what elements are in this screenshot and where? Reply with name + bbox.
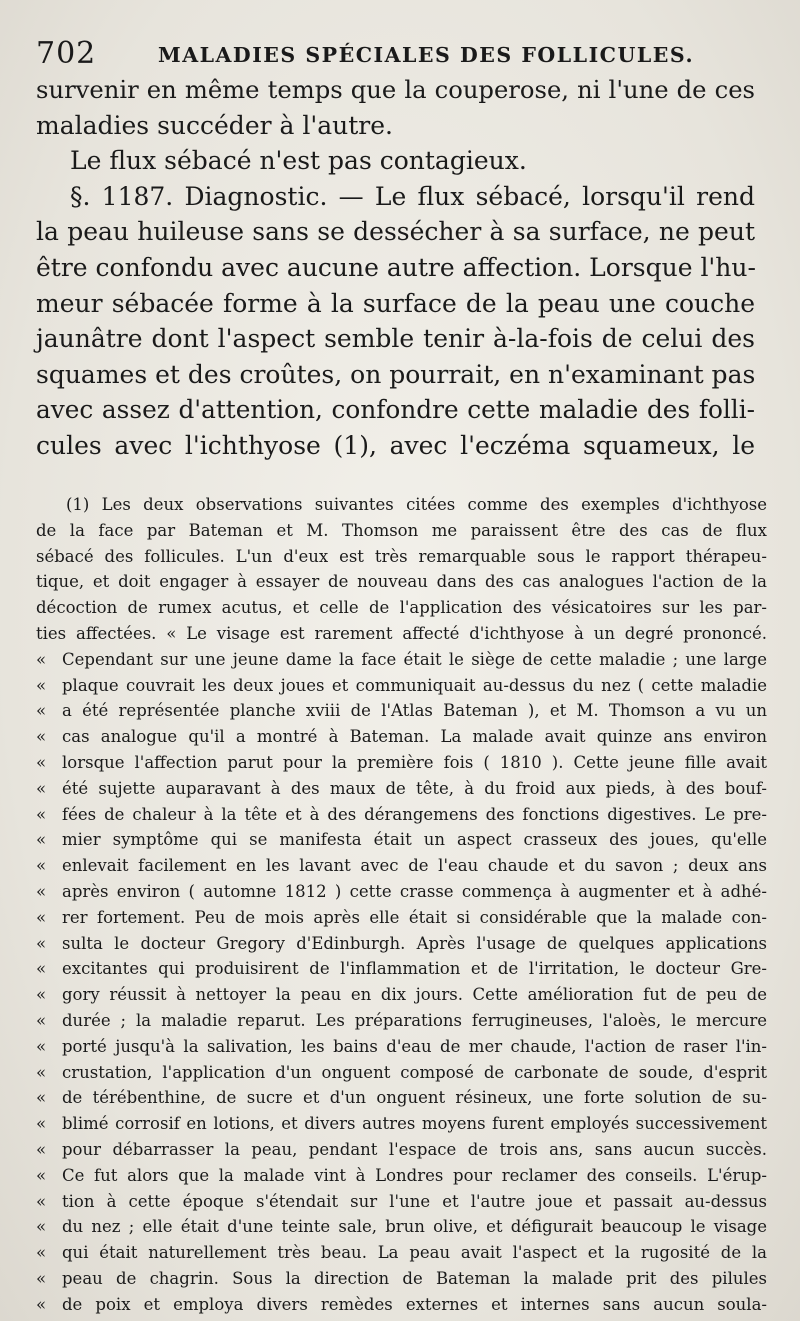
quote-mark: «: [36, 1010, 47, 1030]
quote-mark: «: [36, 804, 47, 824]
footnote-line-text: tion à cette époque s'étendait sur l'une et l'autre joue et passait au-dessus: [62, 1191, 767, 1211]
body-line: survenir en même temps que la couperose, ni l'une de ces: [36, 75, 755, 104]
body-line: être confondu avec aucune autre affection. Lorsque l'hu-: [36, 252, 756, 282]
footnote-line-text: peau de chagrin. Sous la direction de Bateman la malade prit des pilules: [62, 1268, 767, 1288]
footnote-line: [36, 1214, 767, 1240]
footnote-line-text: cas analogue qu'il a montré à Bateman. La malade avait quinze ans environ: [62, 727, 767, 747]
footnote-line: [36, 1292, 767, 1318]
footnote-line: [36, 724, 767, 750]
body-line: cules avec l'ichthyose (1), avec l'eczéma squameux, le: [36, 430, 755, 460]
footnote-line: tique, et doit engager à essayer de nouveau dans des cas analogues l'action de la: [36, 572, 767, 592]
footnote-line-text: été sujette auparavant à des maux de tête, à du froid aux pieds, à des bouf-: [62, 778, 767, 798]
footnote-line: [36, 673, 767, 699]
footnote-line-text: crustation, l'application d'un onguent composé de carbonate de soude, d'esprit: [62, 1062, 767, 1082]
footnote-line: [36, 853, 767, 879]
footnote-line: [36, 905, 767, 931]
footnote-line-text: enlevait facilement en les lavant avec de l'eau chaude et du savon ; deux ans: [62, 856, 767, 876]
footnote-line: [36, 1111, 767, 1137]
body-line: squames et des croûtes, on pourrait, en n'examinant pas: [36, 359, 756, 389]
footnote-line: [36, 647, 767, 673]
quote-mark: «: [36, 778, 47, 798]
quote-mark: «: [36, 830, 47, 850]
quote-mark: «: [36, 649, 47, 669]
quote-mark: «: [36, 1294, 47, 1314]
footnote-line-text: Cependant sur une jeune dame la face était le siège de cette maladie ; une large: [62, 649, 767, 669]
quote-mark: «: [36, 881, 47, 901]
body-line: §. 1187. Diagnostic. — Le flux sébacé, lorsqu'il rend: [70, 181, 755, 211]
footnote-line: [36, 1137, 767, 1163]
footnote-line: ties affectées. « Le visage est rarement affecté d'ichthyose à un degré prononcé.: [36, 623, 767, 643]
quote-mark: «: [36, 1139, 47, 1159]
footnote-line-text: fées de chaleur à la tête et à des dérangemens des fonctions digestives. Le pre-: [62, 804, 767, 824]
quote-mark: «: [36, 1191, 47, 1211]
footnote-line-text: de poix et employa divers remèdes externes et internes sans aucun soula-: [62, 1294, 767, 1314]
quote-mark: «: [36, 675, 47, 695]
footnote-line-text: mier symptôme qui se manifesta était un aspect crasseux des joues, qu'elle: [62, 830, 767, 850]
footnote-line: (1) Les deux observations suivantes citées comme des exemples d'ichthyose: [66, 495, 767, 514]
footnote-line-text: après environ ( automne 1812 ) cette crasse commença à augmenter et à adhé-: [62, 881, 767, 901]
footnote-line: [36, 750, 767, 776]
footnote-line: [36, 1266, 767, 1292]
footnote-line-text: blimé corrosif en lotions, et divers autres moyens furent employés successivement: [62, 1114, 767, 1134]
quote-mark: «: [36, 701, 47, 721]
footnote-line: [36, 956, 767, 982]
quote-mark: «: [36, 1036, 47, 1056]
footnote-line-text: qui était naturellement très beau. La peau avait l'aspect et la rugosité de la: [62, 1243, 767, 1263]
footnote-line-text: sulta le docteur Gregory d'Edinburgh. Après l'usage de quelques applications: [62, 933, 767, 953]
footnote-line-text: du nez ; elle était d'une teinte sale, brun olive, et défigurait beaucoup le visage: [62, 1217, 767, 1237]
footnote-line-text: rer fortement. Peu de mois après elle était si considérable que la malade con-: [62, 907, 767, 927]
quote-mark: «: [36, 1062, 47, 1082]
footnote-line-text: durée ; la maladie reparut. Les préparations ferrugineuses, l'aloès, le mercure: [62, 1010, 767, 1030]
footnote-line: sébacé des follicules. L'un d'eux est très remarquable sous le rapport thérapeu-: [36, 546, 767, 566]
quote-mark: «: [36, 1088, 47, 1108]
quote-mark: «: [36, 1217, 47, 1237]
footnote: [36, 492, 767, 1318]
footnote-line-text: gory réussit à nettoyer la peau en dix jours. Cette amélioration fut de peu de: [62, 985, 767, 1005]
footnote-line: [36, 827, 767, 853]
quote-mark: «: [36, 727, 47, 747]
footnote-line: [36, 1034, 767, 1060]
body-line: la peau huileuse sans se dessécher à sa surface, ne peut: [36, 217, 755, 247]
footnote-line-text: de térébenthine, de sucre et d'un onguent résineux, une forte solution de su-: [62, 1088, 767, 1108]
footnote-separator: [36, 462, 755, 490]
footnote-line: [36, 1189, 767, 1215]
quote-mark: «: [36, 985, 47, 1005]
footnote-line-text: plaque couvrait les deux joues et communiquait au-dessus du nez ( cette maladie: [62, 675, 767, 695]
quote-mark: «: [36, 1114, 47, 1134]
quote-mark: «: [36, 933, 47, 953]
footnote-line: [36, 698, 767, 724]
body-line: jaunâtre dont l'aspect semble tenir à-la-fois de celui des: [36, 324, 755, 354]
body-line: avec assez d'attention, confondre cette maladie des folli-: [36, 395, 755, 425]
running-title: MALADIES SPÉCIALES DES FOLLICULES.: [158, 43, 695, 67]
footnote-line-text: a été représentée planche xviii de l'Atlas Bateman ), et M. Thomson a vu un: [62, 701, 767, 721]
footnote-line-text: pour débarrasser la peau, pendant l'espace de trois ans, sans aucun succès.: [62, 1139, 767, 1159]
main-text: [36, 72, 755, 464]
body-line: meur sébacée forme à la surface de la peau une couche: [36, 288, 755, 318]
footnote-line-text: Ce fut alors que la malade vint à Londres pour reclamer des conseils. L'érup-: [62, 1165, 767, 1185]
quote-mark: «: [36, 856, 47, 876]
footnote-line: [36, 1085, 767, 1111]
footnote-line: [36, 879, 767, 905]
footnote-line: [36, 1163, 767, 1189]
footnote-line: [36, 1008, 767, 1034]
footnote-line-text: lorsque l'affection parut pour la première fois ( 1810 ). Cette jeune fille avait: [62, 752, 767, 772]
quote-mark: «: [36, 1243, 47, 1263]
quote-mark: «: [36, 1165, 47, 1185]
footnote-line-text: porté jusqu'à la salivation, les bains d'eau de mer chaude, l'action de raser l'in-: [62, 1036, 767, 1056]
quote-mark: «: [36, 1268, 47, 1288]
footnote-line: de la face par Bateman et M. Thomson me paraissent être des cas de flux: [36, 520, 767, 540]
footnote-line: [36, 776, 767, 802]
body-line: Le flux sébacé n'est pas contagieux.: [70, 146, 527, 176]
page-number: 702: [36, 36, 97, 71]
page-header: [36, 34, 766, 74]
footnote-line: [36, 802, 767, 828]
footnote-line: [36, 982, 767, 1008]
footnote-line: [36, 1240, 767, 1266]
footnote-line: décoction de rumex acutus, et celle de l'application des vésicatoires sur les par-: [36, 598, 767, 618]
body-line: maladies succéder à l'autre.: [36, 110, 393, 140]
quote-mark: «: [36, 907, 47, 927]
footnote-line: [36, 1060, 767, 1086]
quote-mark: «: [36, 959, 47, 979]
quote-mark: «: [36, 752, 47, 772]
footnote-line: [36, 931, 767, 957]
footnote-line-text: excitantes qui produisirent de l'inflammation et de l'irritation, le docteur Gre-: [62, 959, 767, 979]
